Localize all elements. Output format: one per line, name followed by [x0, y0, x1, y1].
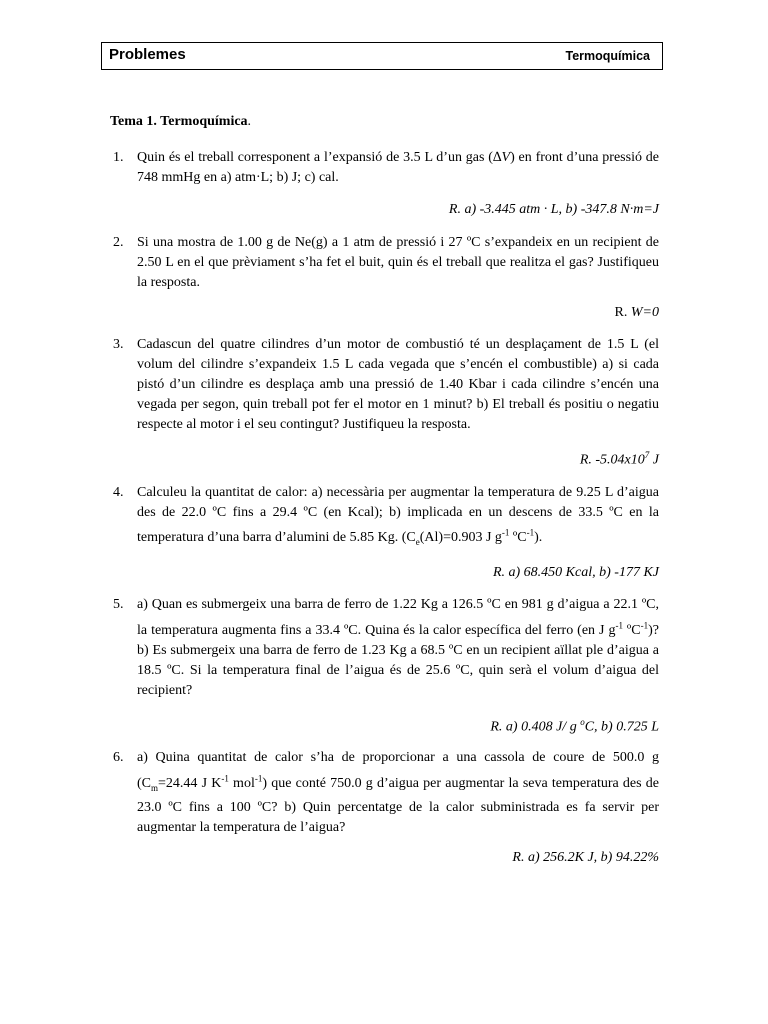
answer-1: R. a) -3.445 atm · L, b) -347.8 N·m=J [448, 202, 659, 217]
problem-2 [110, 233, 659, 293]
problem-text: Cadascun del quatre cilindres d’un motor de combustió té un desplaçament de 1.5 L (el volum del cilindre s’expandeix 1.5 L cada vegada que s’encén el combustible) a) si cada pistó d’un cilindre es desplaça amb una pressió de 1.40 Kbar i cada cilindre s’encén una vegada per segon, quin treball pot fer el motor en 1 minut? b) El treball és positiu o negatiu respecte al motor i el seu contingut? Justifiqueu la resposta. [137, 337, 659, 432]
answer-5: R. a) 0.408 J/ g $^o$C, b) 0.725 L [490, 716, 659, 735]
problem-text: a) Quina quantitat de calor s’ha de proporcionar a una cassola de coure de 500.0 g ($C_m=24.44$ J $K^{-1}$ mol$^{-1}$) que conté 750.0 g d’aigua per augmentar la seva temperatura des de 23.0 ºC fins a 100 ºC? b) Quin percentatge de la calor subministrada es fa servir per augmentar la temperatura de l’aigua? [137, 750, 659, 835]
problem-number: 5. [113, 597, 124, 613]
header-title: Problemes [109, 46, 186, 63]
answer-4: R. a) 68.450 Kcal, b) -177 KJ [492, 565, 659, 581]
header-subject: Termoquímica [565, 49, 650, 63]
problem-number: 1. [113, 150, 124, 165]
problem-6 [110, 748, 659, 837]
problem-number: 6. [113, 750, 124, 766]
problem-4 [110, 483, 659, 552]
problem-number: 2. [113, 235, 124, 250]
problem-text: Si una mostra de 1.00 g de Ne(g) a 1 atm de pressió i 27 ºC s’expandeix en un recipient de 2.50 L en el que prèviament s’ha fet el buit, quin és el treball que realitza el gas? Justifiqueu la resposta. [137, 235, 659, 290]
problem-1 [110, 148, 659, 188]
answer-3: R. $-5.04x10^7$ J [579, 450, 659, 468]
answer-6: R. a) 256.2K J, b) 94.22% [512, 849, 659, 865]
problem-5 [110, 595, 659, 701]
document-body [110, 112, 659, 868]
problem-text: Calculeu la quantitat de calor: a) necessària per augmentar la temperatura de 9.25 L d’aigua des de 22.0 ºC fins a 29.4 ºC (en Kcal); b) implicada en un descens de 33.5 ºC en la temperatura d’una barra d’alumini de 5.85 Kg. ($C_e(Al)=0.903$ J $g^{-1}$ ºC$^{-1}$). [137, 484, 659, 548]
problem-number: 4. [113, 484, 124, 500]
answer-2: R. W=0 [614, 305, 659, 320]
problem-3 [110, 335, 659, 435]
section-title: Tema 1. Termoquímica. [110, 114, 252, 129]
problem-text: Quin és el treball corresponent a l’expansió de 3.5 L d’un gas (∆V) en front d’una pressió de 748 mmHg en a) atm·L; b) J; c) cal. [137, 150, 659, 185]
problem-number: 3. [113, 337, 124, 352]
page-header [101, 42, 663, 70]
problem-text: a) Quan es submergeix una barra de ferro de 1.22 Kg a 126.5 ºC en 981 g d’aigua a 22.1 ºC, la temperatura augmenta fins a 33.4 ºC. Quina és la calor específica del ferro (en J $g^{-1}$ ºC$^{-1}$)? b) Es submergeix una barra de ferro de 1.23 Kg a 68.5 ºC en un recipient aïllat ple d’aigua a 18.5 ºC. Si la temperatura final de l’aigua és de 25.6 ºC, quin serà el volum d’aigua del recipient? [137, 597, 659, 698]
